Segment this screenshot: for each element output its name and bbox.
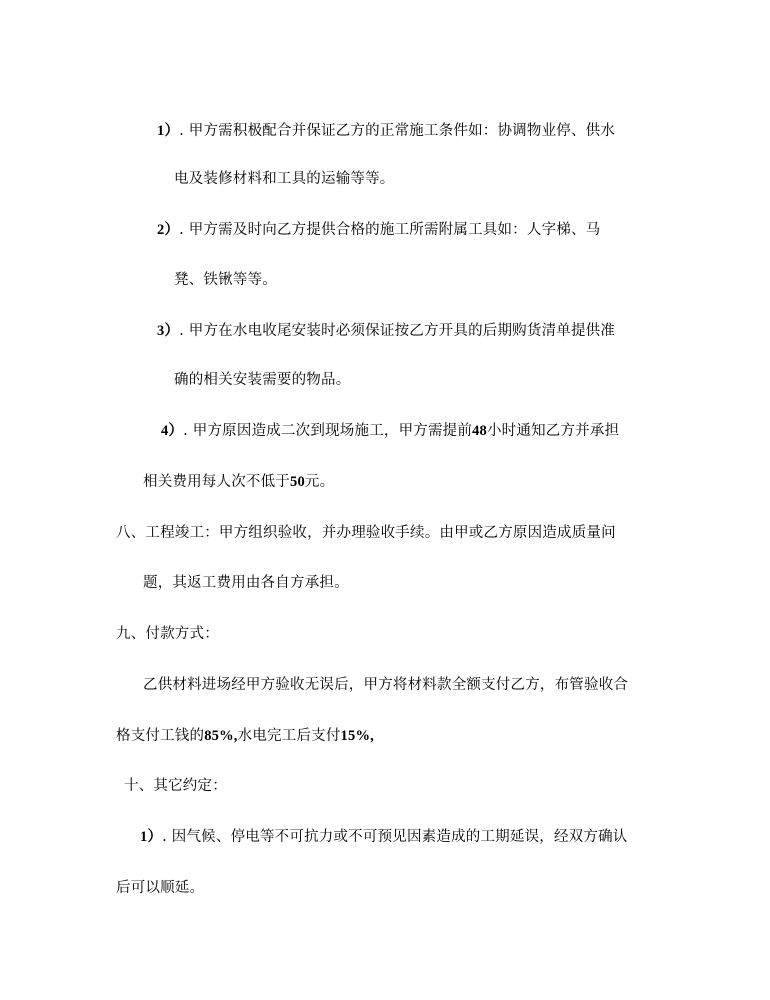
clause-8-heading: [116, 523, 616, 543]
item-text: . 甲方在水电收尾安装时必须保证按乙方开具的后期购货清单提供准: [179, 323, 616, 339]
clause-7-item-4: [161, 421, 619, 441]
item-number: 3）: [157, 323, 180, 339]
item-text: . 甲方需积极配合并保证乙方的正常施工条件如：协调物业停、供水: [179, 123, 616, 139]
clause-10-heading: [124, 776, 227, 796]
clause-7-item-2: [157, 220, 600, 240]
item-text: . 甲方需及时向乙方提供合格的施工所需附属工具如：人字梯、马: [179, 222, 601, 238]
item-number: 1）: [140, 829, 163, 845]
item-text: 确的相关安装需要的物品。: [174, 372, 351, 388]
clause-7-item-1: [157, 121, 615, 141]
clause-text: 水电完工后支付: [237, 728, 341, 744]
clause-7-item-1-continuation: [174, 169, 395, 189]
item-text: . 因气候、停电等不可抗力或不可预见因素造成的工期延误，经双方确认: [162, 829, 628, 845]
clause-9-heading: [116, 624, 219, 644]
clause-10-item-1-continuation: [116, 878, 204, 898]
item-text: . 甲方原因造成二次到现场施工，甲方需提前: [183, 423, 473, 439]
fee-amount: 50: [290, 474, 305, 490]
clause-9-body: [143, 675, 628, 695]
item-text: 凳、铁锹等等。: [174, 272, 277, 288]
clause-7-item-4-continuation: [143, 472, 334, 492]
clause-10-item-1: [140, 827, 627, 847]
item-text: 后可以顺延。: [116, 880, 205, 896]
item-text: 元。: [304, 474, 335, 490]
payment-percent-first: 85%,: [204, 728, 238, 744]
notice-hours: 48: [472, 423, 487, 439]
clause-text: 十、其它约定：: [124, 778, 227, 794]
item-text: 相关费用每人次不低于: [143, 474, 290, 490]
clause-text: 题，其返工费用由各自方承担。: [143, 575, 349, 591]
payment-percent-final: 15%,: [340, 728, 374, 744]
clause-text: 九、付款方式：: [116, 626, 219, 642]
clause-8-continuation: [143, 573, 349, 593]
clause-7-item-2-continuation: [174, 270, 277, 290]
clause-text: 八、工程竣工：甲方组织验收，并办理验收手续。由甲或乙方原因造成质量问: [116, 525, 616, 541]
item-text: 小时通知乙方并承担: [486, 423, 620, 439]
item-number: 4）: [161, 423, 184, 439]
clause-7-item-3-continuation: [174, 370, 350, 390]
item-number: 1）: [157, 123, 180, 139]
clause-9-body-continuation: [116, 726, 374, 746]
item-number: 2）: [157, 222, 180, 238]
clause-7-item-3: [157, 321, 615, 341]
clause-text: 乙供材料进场经甲方验收无误后，甲方将材料款全额支付乙方，布管验收合: [143, 677, 629, 693]
item-text: 电及装修材料和工具的运输等等。: [174, 171, 395, 187]
clause-text: 格支付工钱的: [116, 728, 205, 744]
